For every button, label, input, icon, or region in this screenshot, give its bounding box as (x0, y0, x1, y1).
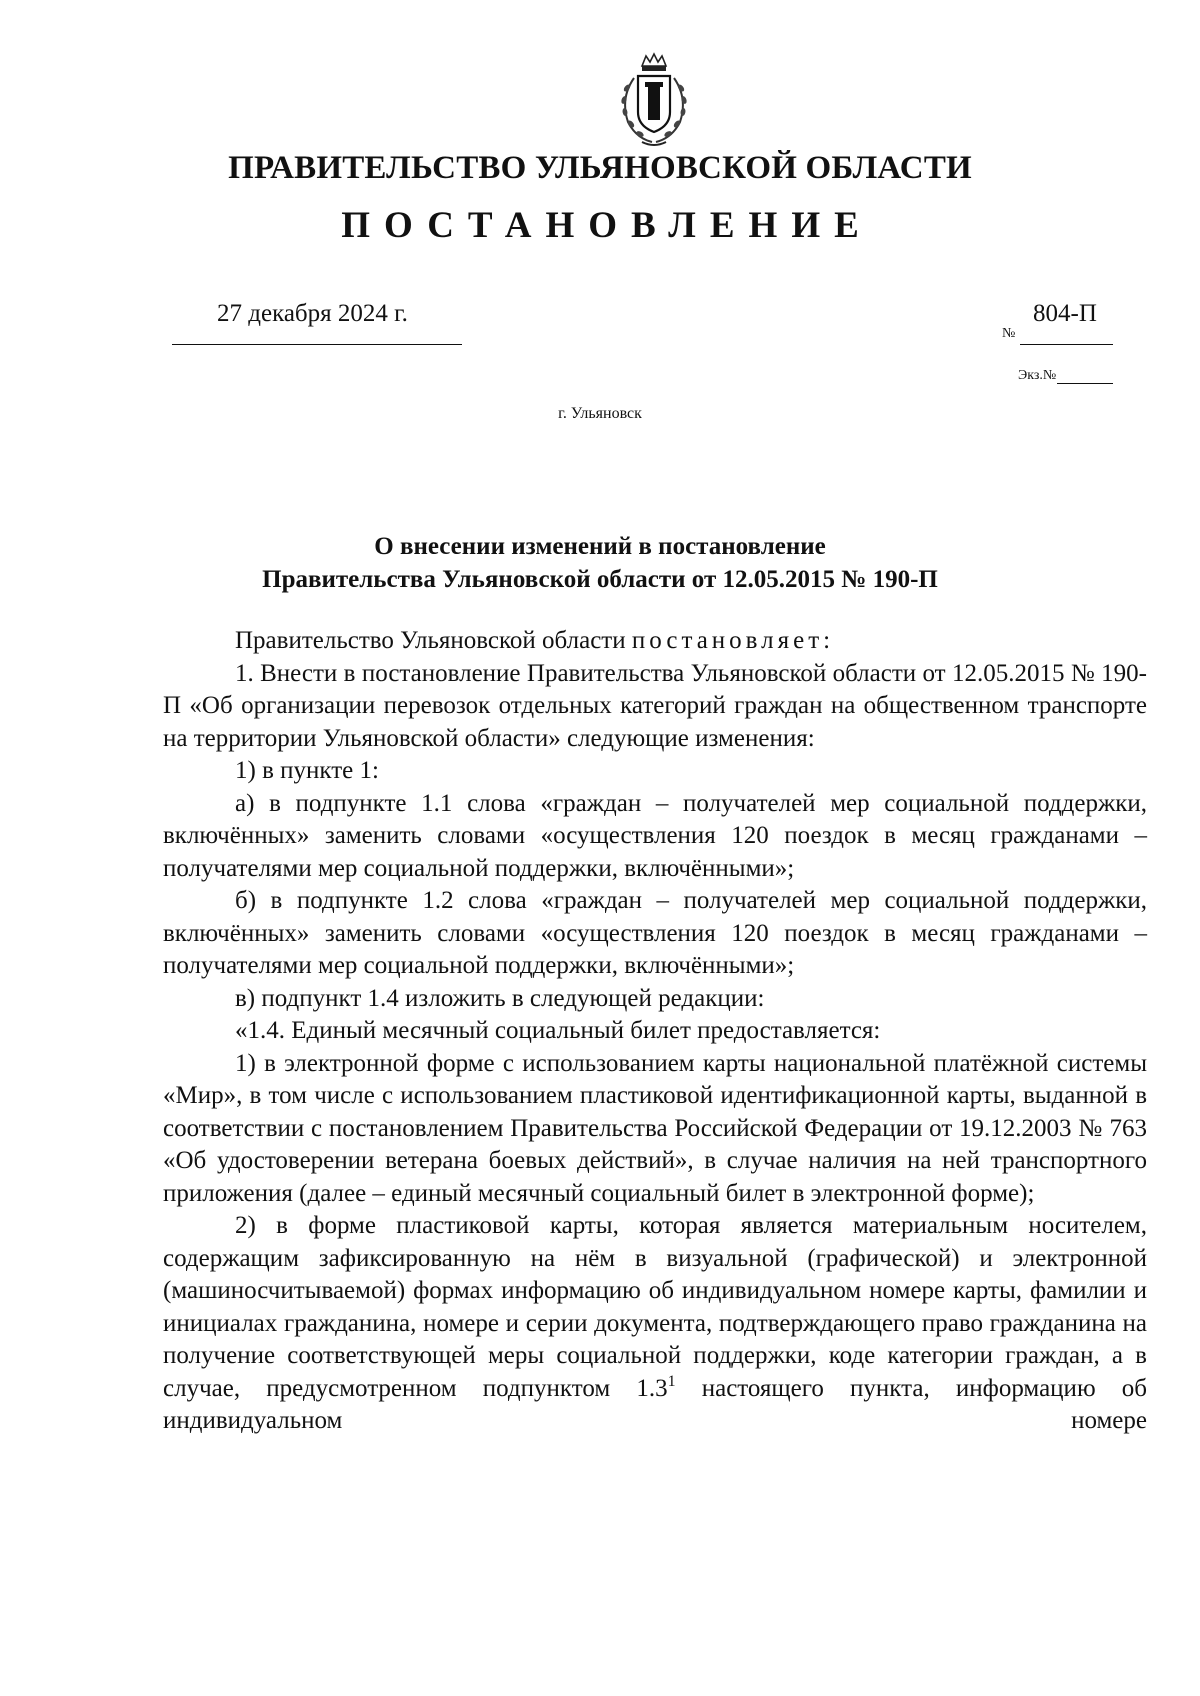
preamble-colon: : (823, 627, 831, 654)
government-title: ПРАВИТЕЛЬСТВО УЛЬЯНОВСКОЙ ОБЛАСТИ (228, 150, 972, 186)
paragraph-a: а) в подпункте 1.1 слова «граждан – получателей мер социальной поддержки, включённых» заменить словами «осуществления 120 поездок в месяц гражданами – получателями мер социальной поддержки, включёнными»; (163, 789, 1147, 882)
preamble-text: Правительство Ульяновской области (235, 627, 632, 654)
superscript: 1 (667, 1372, 676, 1390)
paragraph-1: 1. Внести в постановление Правительства Ульяновской области от 12.05.2015 № 190-П «Об организации перевозок отдельных категорий граждан на общественном транспорте на территории Ульяновской области» следующие изменения: (163, 659, 1147, 752)
document-type: ПОСТАНОВЛЕНИЕ (341, 205, 873, 246)
paragraph-1-4-2-text: 2) в форме пластиковой карты, которая является материальным носителем, содержащим зафиксированную на нём в визуальной (графической) и электронной (машиносчитываемой) формах информацию об индивидуальном номере карты, фамилии и инициалах гражданина, номере и серии документа, подтверждающего право гражданина на получение соответствующей меры социальной поддержки, коде категории граждан, а в случае, предусмотренном подпунктом 1.3 (163, 1212, 1147, 1402)
number-underline (1020, 344, 1113, 345)
date-underline (172, 344, 462, 345)
paragraph-preamble (163, 625, 1147, 658)
document-date: 27 декабря 2024 г. (217, 300, 408, 327)
number-sign: № (1002, 326, 1016, 341)
paragraph-1-1: 1) в пункте 1: (235, 757, 379, 784)
paragraph-1-4-2-end: настоящего пункта, информацию об индивидуальном номере (163, 1374, 1147, 1434)
document-city: г. Ульяновск (558, 405, 642, 422)
subject-line-1: О внесении изменений в постановление (374, 533, 826, 560)
document-subject (0, 530, 1200, 596)
document-body (163, 625, 1147, 1438)
coat-of-arms-icon (612, 52, 696, 148)
paragraph-1-4-2 (163, 1210, 1147, 1438)
paragraph-1-4-1: 1) в электронной форме с использованием карты национальной платёжной системы «Мир», в том числе с использованием пластиковой идентификационной карты, выданной в соответствии с постановлением Правительства Российской Федерации от 19.12.2003 № 763 «Об удостоверении ветерана боевых действий», в случае наличия на ней транспортного приложения (далее – единый месячный социальный билет в электронной форме); (163, 1049, 1147, 1207)
copy-number-underline (1057, 383, 1113, 384)
copy-number-label: Экз.№ (1018, 368, 1057, 383)
paragraph-b: б) в подпункте 1.2 слова «граждан – получателей мер социальной поддержки, включённых» заменить словами «осуществления 120 поездок в месяц гражданами – получателями мер социальной поддержки, включёнными»; (163, 887, 1147, 979)
document-number: 804-П (1033, 300, 1097, 327)
paragraph-1-4: «1.4. Единый месячный социальный билет предоставляется: (235, 1017, 881, 1044)
subject-line-2: Правительства Ульяновской области от 12.05.2015 № 190-П (262, 566, 938, 593)
paragraph-v: в) подпункт 1.4 изложить в следующей редакции: (235, 984, 765, 1012)
preamble-decree-word: постановляет (631, 627, 824, 654)
